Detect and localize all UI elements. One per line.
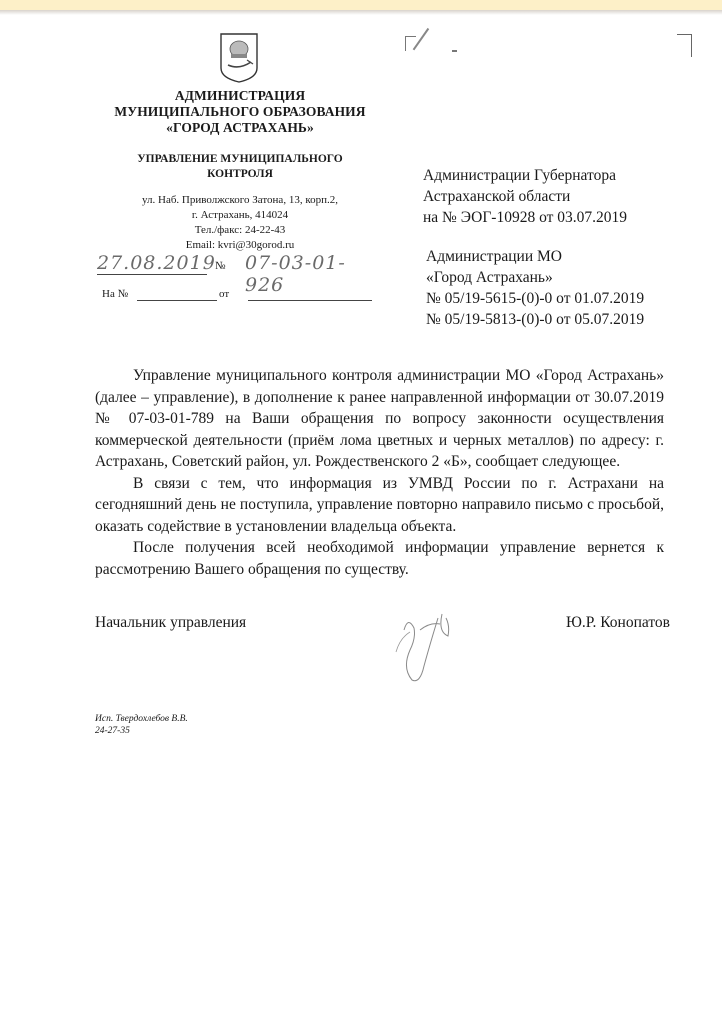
- body-paragraph: После получения всей необходимой информации управление вернется к рассмотрению Вашего обращения по существу.: [95, 539, 664, 578]
- email-line: Email: kvri@30gorod.ru: [185, 239, 295, 251]
- body-paragraph: Управление муниципального контроля администрации МО «Город Астрахань» (далее – управление), в дополнение к ранее направленной информации от 30.07.2019 № 07-03-01-789 на Ваши обращения по вопросу законности осуществления коммерческой деятельности (приём лома цветных и черных металлов) по адресу: г. Астрахань, Советский район, ул. Рождественского 2 «Б», сообщает следующее.: [95, 367, 664, 470]
- org-line: МУНИЦИПАЛЬНОГО ОБРАЗОВАНИЯ: [114, 104, 366, 119]
- reference-date-blank: [248, 300, 372, 301]
- dept-line: УПРАВЛЕНИЕ МУНИЦИПАЛЬНОГО: [137, 153, 343, 165]
- reference-line: [102, 288, 392, 304]
- address-line: г. Астрахань, 414024: [191, 209, 289, 221]
- addressee-line: Астраханской области: [423, 188, 571, 205]
- page-edge-shadow: [0, 10, 722, 15]
- department-address: [100, 193, 380, 253]
- signatory-title: Начальник управления: [95, 614, 247, 631]
- executor-info: [95, 713, 188, 737]
- reference-date-label: от: [219, 288, 230, 300]
- reference-number-blank: [137, 300, 217, 301]
- registration-number: 07-03-01-926: [245, 252, 346, 296]
- top-strip: [0, 0, 722, 10]
- registration-date: 27.08.2019: [97, 252, 216, 274]
- addressee-line: Администрации Губернатора: [423, 167, 616, 184]
- corner-dash-mark: [452, 50, 457, 52]
- org-name: [100, 88, 380, 136]
- addressee-governor: [423, 165, 627, 228]
- org-line: АДМИНИСТРАЦИЯ: [174, 88, 306, 103]
- phone-line: Тел./факс: 24-22-43: [194, 224, 286, 236]
- addressee-line: № 05/19-5615-(0)-0 от 01.07.2019: [426, 290, 645, 307]
- addressee-city-admin: [426, 246, 644, 330]
- executor-name: Исп. Твердохлебов В.В.: [95, 714, 188, 724]
- corner-mark-right: [677, 34, 692, 57]
- org-line: «ГОРОД АСТРАХАНЬ»: [166, 120, 314, 135]
- registration-number-label: №: [215, 260, 226, 272]
- letter-body: [95, 365, 664, 580]
- signatory-name: Ю.Р. Конопатов: [565, 614, 670, 631]
- handwritten-signature-icon: [390, 608, 470, 688]
- addressee-line: Администрации МО: [426, 248, 562, 265]
- department-name: [110, 152, 370, 182]
- dept-line: КОНТРОЛЯ: [207, 168, 273, 180]
- body-paragraph: В связи с тем, что информация из УМВД России по г. Астрахани на сегодняшний день не поступила, управление повторно направило письмо с просьбой, оказать содействие в установлении владельца объекта.: [95, 474, 664, 535]
- addressee-line: на № ЭОГ-10928 от 03.07.2019: [423, 209, 628, 226]
- reference-number-label: На №: [102, 288, 129, 300]
- addressee-line: № 05/19-5813-(0)-0 от 05.07.2019: [426, 311, 645, 328]
- coat-of-arms-icon: [219, 32, 259, 84]
- address-line: ул. Наб. Приволжского Затона, 13, корп.2,: [142, 194, 338, 206]
- executor-phone: 24-27-35: [95, 726, 130, 736]
- addressee-line: «Город Астрахань»: [426, 269, 553, 286]
